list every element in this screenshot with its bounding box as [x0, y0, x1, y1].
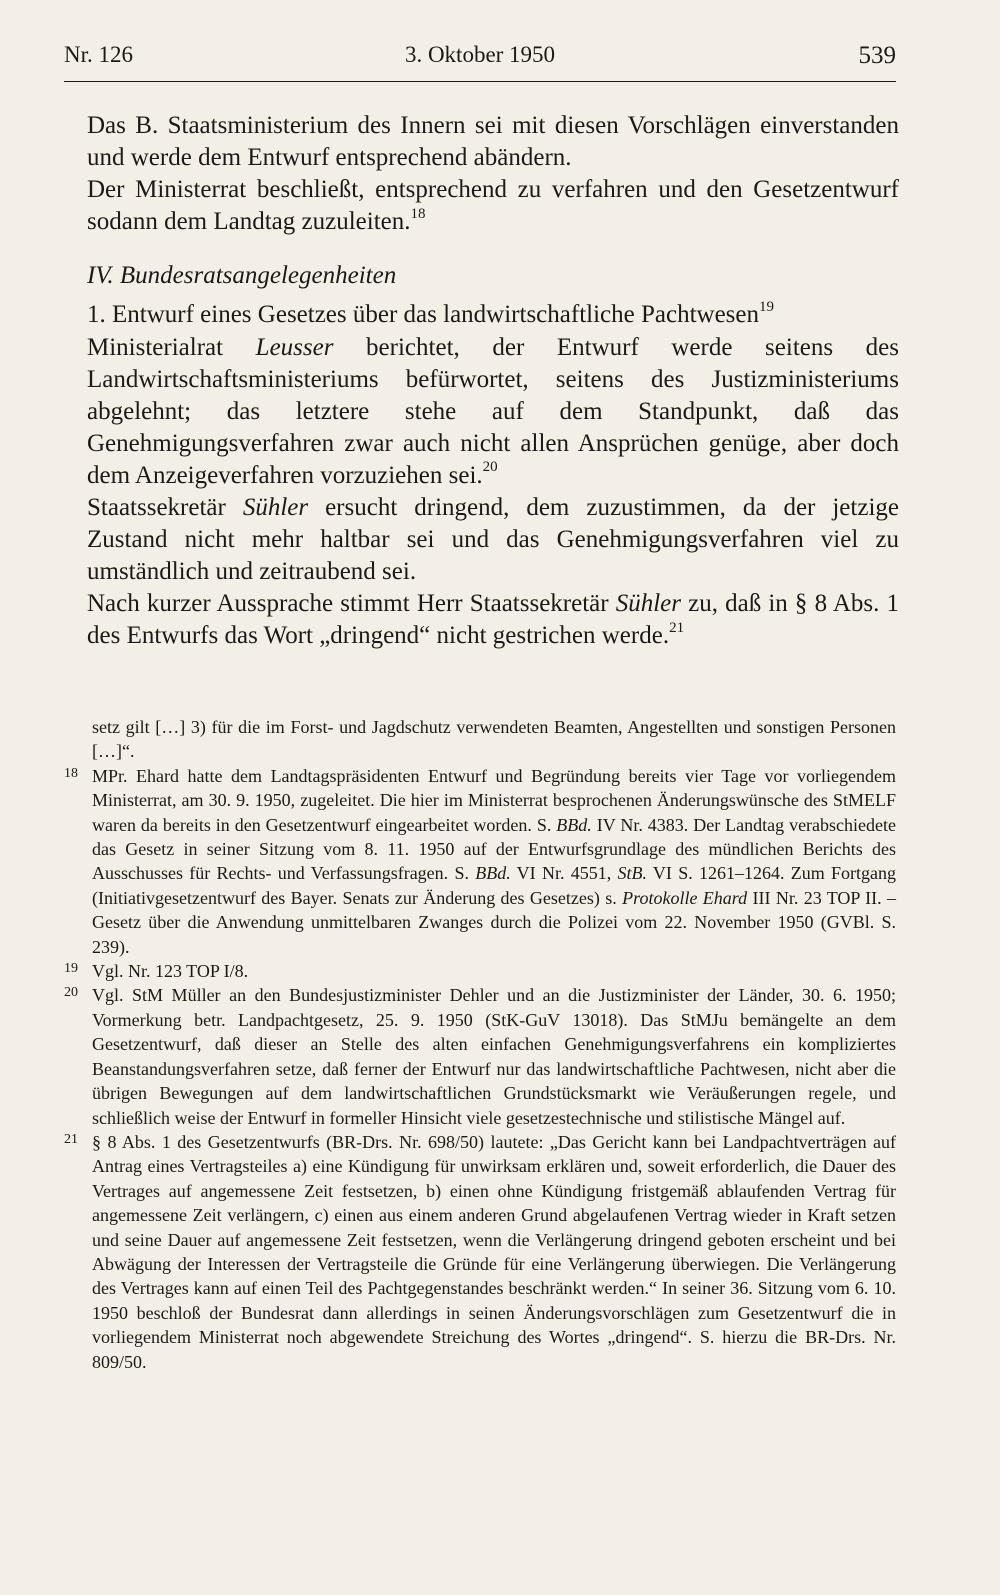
footnote-continuation: setz gilt […] 3) für die im Forst- und Jagdschutz verwendeten Beamten, Angestellten und sonstigen Personen […]“.: [92, 717, 896, 762]
section-heading: IV. Bundesratsangelegenheiten: [87, 262, 397, 290]
footnote-19: 19 Vgl. Nr. 123 TOP I/8.: [64, 961, 249, 982]
footnote-number: 20: [64, 985, 78, 1001]
footnote-number: 21: [64, 1131, 78, 1147]
running-head: [64, 42, 896, 76]
footnote-number: 18: [64, 765, 78, 781]
paragraph-interior-ministry: Das B. Staatsministerium des Innern sei mit diesen Vorschlägen einverstanden und werde dem Entwurf entsprechend abändern.: [87, 112, 899, 172]
footnote-ref-18: 18: [410, 205, 426, 222]
speaker-name: Leusser: [255, 333, 334, 361]
footnotes: [64, 715, 896, 1374]
speaker-name: Sühler: [615, 590, 682, 618]
paragraph-suehler-request: Staatssekretär Sühler ersucht dringend, dem zuzustimmen, da der jetzige Zustand nicht mehr haltbar sei und das Genehmigungsverfahren viel zu umständlich und zeitraubend sei.: [87, 494, 899, 586]
footnote-ref-21: 21: [669, 619, 685, 636]
main-text: [87, 110, 899, 653]
paragraph-leusser-report: Ministerialrat Leusser berichtet, der Entwurf werde seitens des Landwirtschaftsministeriums befürwortet, seitens des Justizministeriums abgelehnt; das letztere stehe auf dem Standpunkt, daß das Genehmigungsverfahren zwar auch nicht allen Ansprüchen genüge, aber doch dem Anzeigeverfahren vorzuziehen sei.$^{20}$: [87, 333, 900, 489]
paragraph-final-agreement: Nach kurzer Aussprache stimmt Herr Staatssekretär Sühler zu, daß in § 8 Abs. 1 des Entwurfs das Wort „dringend“ nicht gestrichen werde.$^{21}$: [87, 590, 899, 650]
footnote-18: 18 MPr. Ehard hatte dem Landtagspräsidenten Entwurf und Begründung bereits vier Tage vor vorliegendem Ministerrat, am 30. 9. 1950, zugeleitet. Die hier im Ministerrat besprochenen Änderungswünsche des StMELF waren da bereits in den Gesetzentwurf eingearbeitet worden. S. BBd. IV Nr. 4383. Der Landtag verabschiedete das Gesetz in seiner Sitzung vom 8. 11. 1950 auf der Entwurfsgrundlage des mündlichen Berichts des Ausschusses für Rechts- und Verfassungsfragen. S. BBd. VI Nr. 4551, StB. VI S. 1261–1264. Zum Fortgang (Initiativgesetzentwurf des Bayer. Senats zur Änderung des Gesetzes) s. Protokolle Ehard III Nr. 23 TOP II. – Gesetz über die Anwendung unmittelbaren Zwanges durch die Polizei vom 22. November 1950 (GVBl. S. 239).: [64, 765, 897, 957]
footnote-ref-19: 19: [759, 298, 774, 315]
header-rule: [64, 81, 896, 82]
footnote-21: 21 § 8 Abs. 1 des Gesetzentwurfs (BR-Drs. Nr. 698/50) lautete: „Das Gericht kann bei Landpachtverträgen auf Antrag eines Vertragsteiles a) eine Kündigung für unwirksam erklären und, soweit erforderlich, die Dauer des Vertrages auf angemessene Zeit festsetzen, b) einen ohne Kündigung fristgemäß ablaufenden Vertrag für angemessene Zeit verlängern, c) einen aus einem anderen Grund abgelaufenen Vertrag wieder in Kraft setzen und seine Dauer auf angemessene Zeit festsetzen, wenn die Verlängerung dringend geboten erscheint und bei Abwägung der Interessen der Vertragsteile die Gründe für eine Verlängerung überwiegen. Die Verlängerung des Vertrages kann auf einen Teil des Pachtgegenstandes beschränkt werden.“ In seiner 36. Sitzung vom 6. 10. 1950 beschloß der Bundesrat dann allerdings in seinen Änderungsvorschlägen zum Gesetzentwurf die in vorliegendem Ministerrat noch abgewendete Streichung des Wortes „dringend“. S. hierzu die BR-Drs. Nr. 809/50.: [64, 1131, 896, 1372]
session-date: 3. Oktober 1950: [404, 42, 556, 67]
speaker-name: Sühler: [242, 494, 309, 522]
paragraph-council-decision: Der Ministerrat beschließt, entsprechend zu verfahren und den Gesetzentwurf sodann dem Landtag zuzuleiten.$^{18}$: [87, 176, 899, 236]
agenda-item-title: 1. Entwurf eines Gesetzes über das landwirtschaftliche Pachtwesen$^{19}$: [87, 298, 774, 329]
issue-number: Nr. 126: [64, 42, 133, 67]
footnote-20: 20 Vgl. StM Müller an den Bundesjustizminister Dehler und an die Justizminister der Länder, 30. 6. 1950; Vormerkung betr. Landpachtgesetz, 25. 9. 1950 (StK-GuV 13018). Das StMJu bemängelte an dem Gesetzentwurf, daß dieser an Stelle des alten einfachen Genehmigungsverfahrens ein kompliziertes Beanstandungsverfahren setze, daß ferner der Entwurf nur das landwirtschaftliche Pachtwesen, nicht aber die übrigen Bewegungen auf dem landwirtschaftlichen Grundstücksmarkt wie Veräußerungen regele, und schließlich weise der Entwurf in formeller Hinsicht viele gesetzestechnische und stilistische Mängel auf.: [64, 985, 896, 1128]
page-number: 539: [858, 42, 896, 69]
footnote-number: 19: [64, 961, 78, 977]
footnote-ref-20: 20: [482, 459, 498, 476]
